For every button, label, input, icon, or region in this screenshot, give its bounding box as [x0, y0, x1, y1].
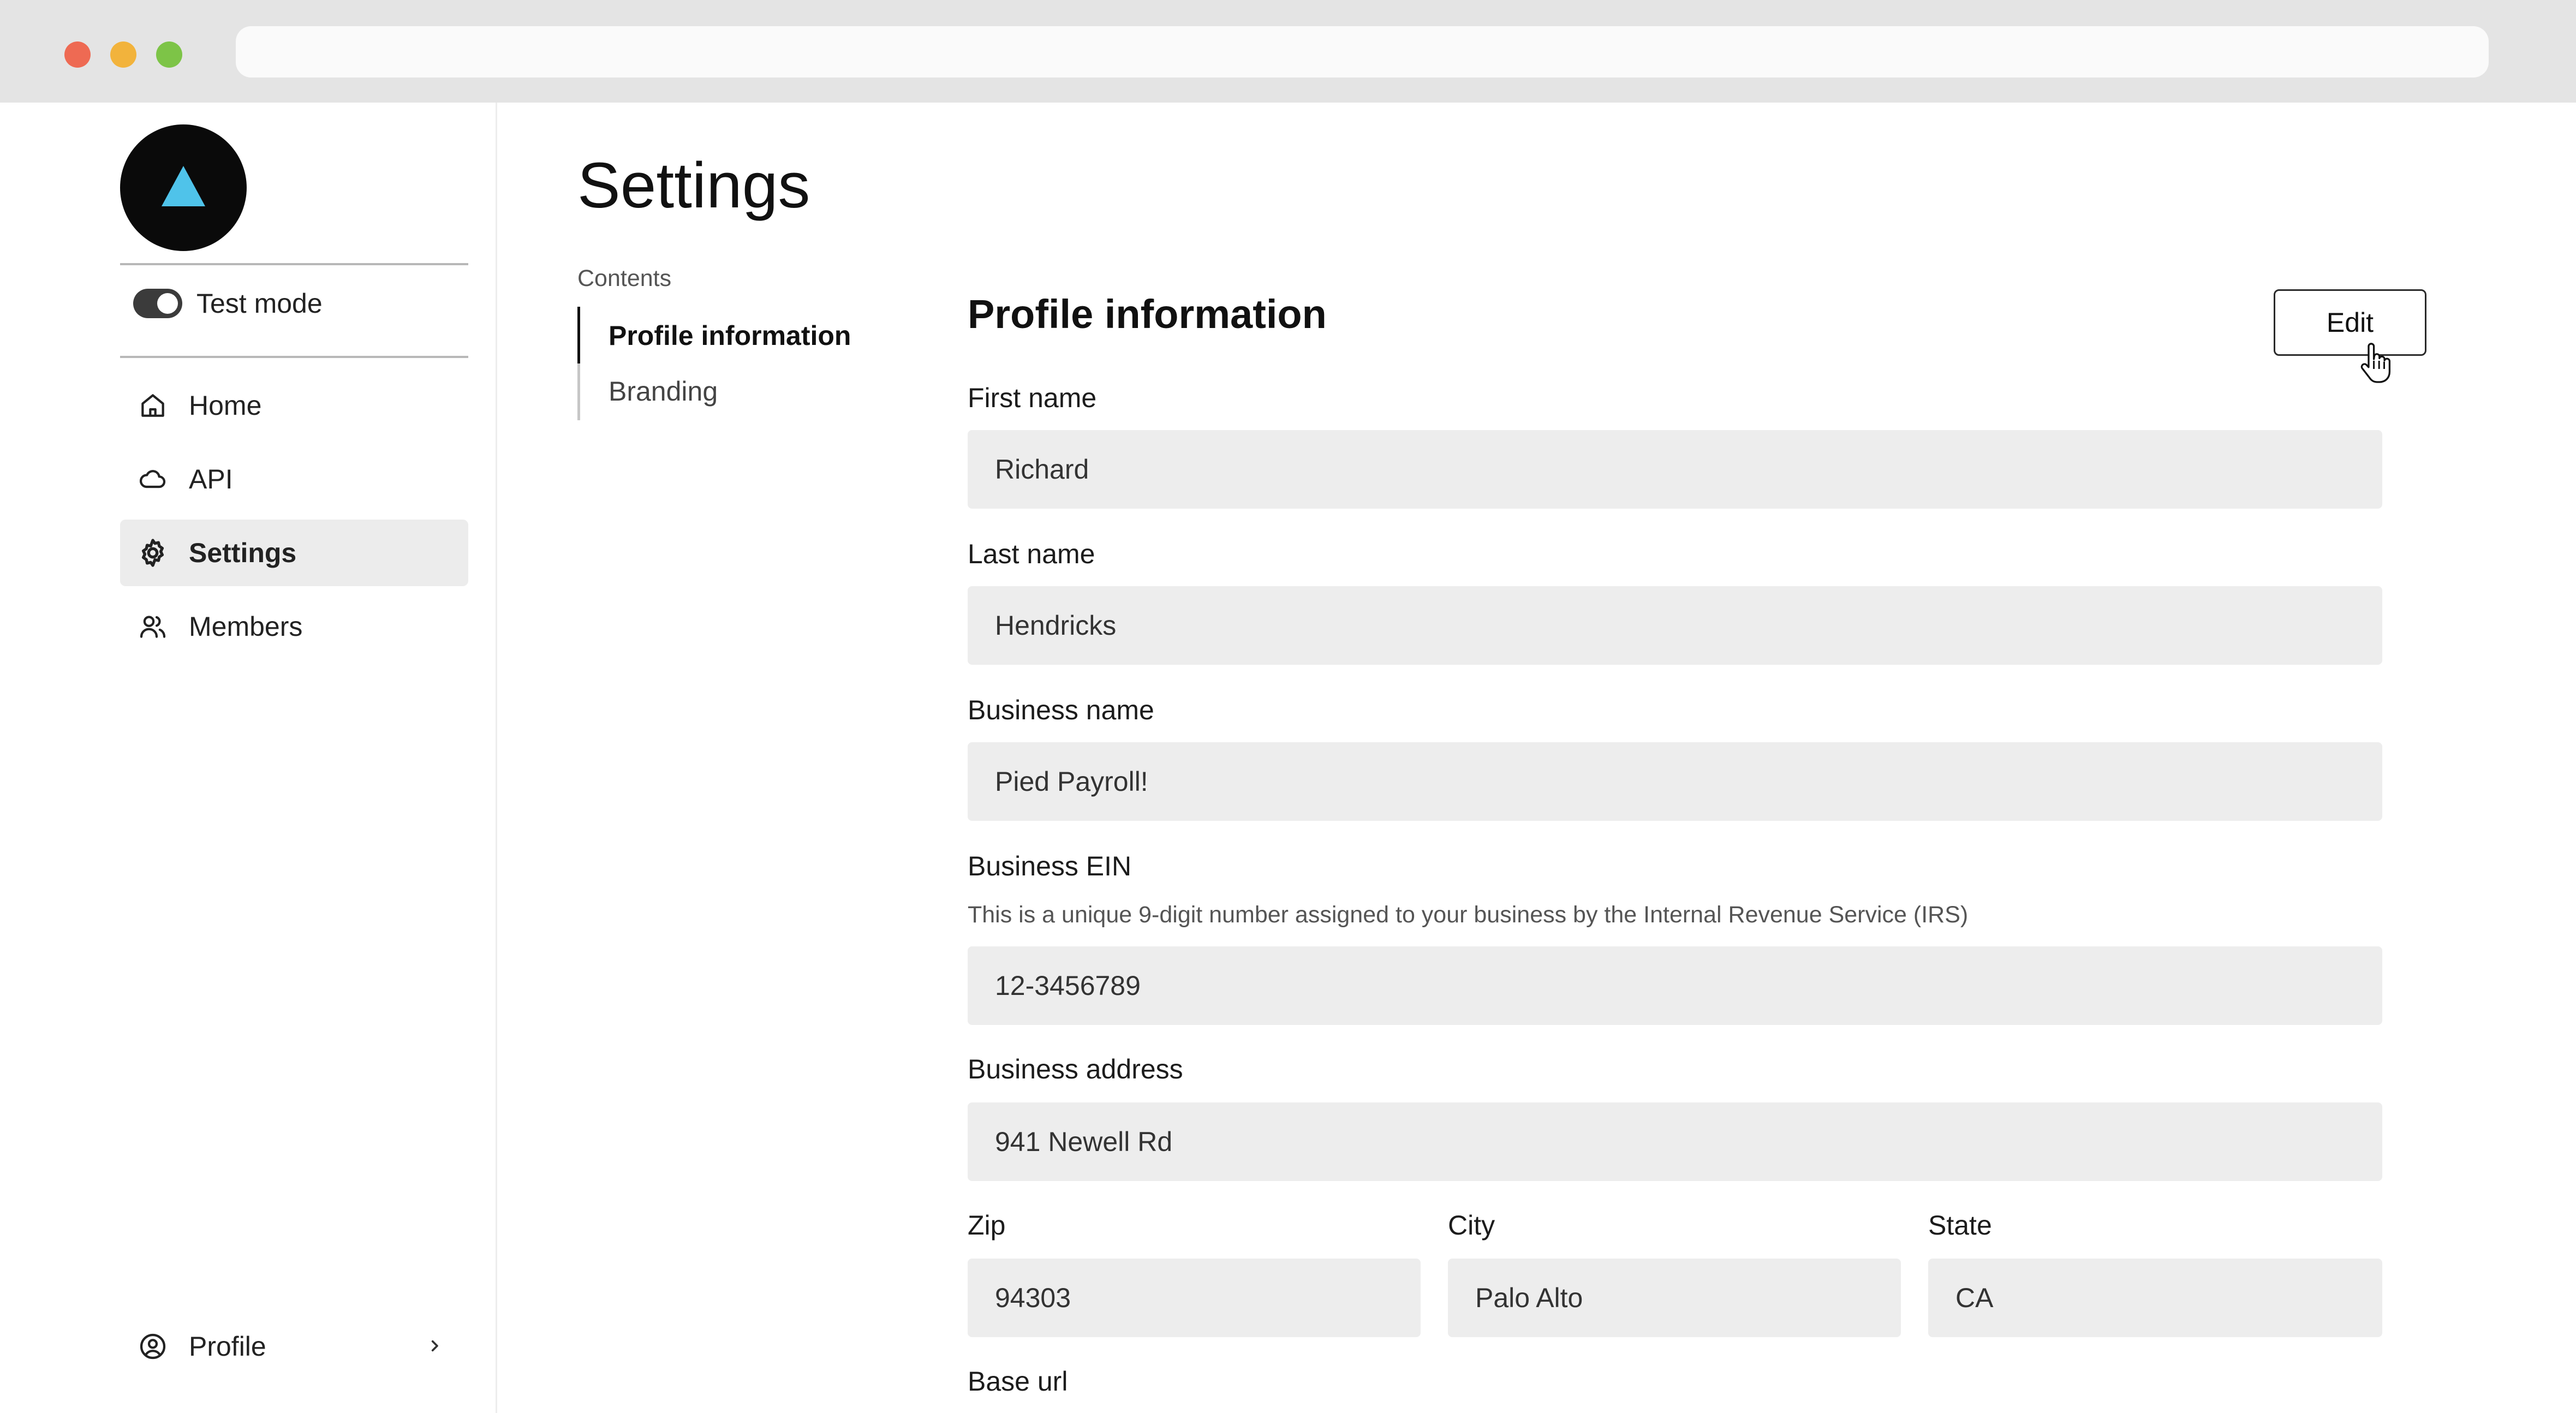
business-address-label: Business address: [968, 1054, 1183, 1084]
toc-title: Contents: [577, 265, 672, 291]
business-name-field[interactable]: Pied Payroll!: [968, 742, 2382, 821]
sidebar-item-members[interactable]: [120, 593, 468, 660]
test-mode-toggle[interactable]: [133, 289, 182, 318]
table-of-contents: [577, 307, 875, 420]
state-field[interactable]: CA: [1928, 1259, 2382, 1337]
business-ein-field[interactable]: 12-3456789: [968, 946, 2382, 1025]
cloud-icon: [136, 463, 169, 496]
business-address-field[interactable]: 941 Newell Rd: [968, 1102, 2382, 1181]
state-label: State: [1928, 1210, 1992, 1241]
zip-label: Zip: [968, 1210, 1006, 1241]
last-name-field[interactable]: Hendricks: [968, 586, 2382, 665]
sidebar-item-label: Profile: [189, 1331, 266, 1362]
toc-item-branding[interactable]: Branding: [609, 376, 718, 407]
triangle-logo-icon: [120, 124, 247, 251]
users-icon: [136, 610, 169, 643]
maximize-window-button[interactable]: [156, 41, 182, 68]
toggle-knob: [157, 293, 178, 314]
sidebar-divider: [120, 263, 468, 265]
sidebar-item-home[interactable]: [120, 372, 468, 439]
sidebar-item-profile[interactable]: [120, 1313, 468, 1380]
test-mode-label: Test mode: [196, 288, 323, 319]
first-name-label: First name: [968, 383, 1097, 413]
zip-field[interactable]: 94303: [968, 1259, 1421, 1337]
section-title: Profile information: [968, 291, 1327, 337]
chevron-right-icon: [424, 1335, 445, 1360]
sidebar-item-label: API: [189, 464, 233, 494]
browser-toolbar: [0, 0, 2576, 103]
user-circle-icon: [136, 1330, 169, 1363]
edit-button[interactable]: Edit: [2274, 289, 2426, 356]
business-name-label: Business name: [968, 695, 1154, 725]
base-url-label: Base url: [968, 1366, 1068, 1397]
home-icon: [136, 389, 169, 422]
sidebar-item-label: Settings: [189, 538, 297, 568]
hand-cursor-icon: [2359, 343, 2392, 388]
minimize-window-button[interactable]: [110, 41, 136, 68]
sidebar-item-api[interactable]: [120, 446, 468, 512]
sidebar-item-settings[interactable]: [120, 520, 468, 586]
business-ein-help-text: This is a unique 9-digit number assigned to your business by the Internal Revenue Service (IRS): [968, 902, 1969, 928]
address-bar[interactable]: [236, 26, 2489, 77]
toc-item-profile-information[interactable]: Profile information: [609, 320, 851, 351]
page-title: Settings: [577, 150, 810, 222]
sidebar-item-label: Members: [189, 611, 303, 642]
sidebar: [0, 103, 497, 1413]
city-label: City: [1448, 1210, 1495, 1241]
toc-active-indicator: [577, 307, 580, 363]
app-logo[interactable]: [120, 124, 247, 251]
last-name-label: Last name: [968, 539, 1095, 569]
first-name-field[interactable]: Richard: [968, 430, 2382, 509]
sidebar-item-label: Home: [189, 390, 262, 421]
city-field[interactable]: Palo Alto: [1448, 1259, 1901, 1337]
business-ein-label: Business EIN: [968, 851, 1132, 881]
test-mode-toggle-row[interactable]: [133, 284, 323, 323]
gear-icon: [136, 536, 169, 569]
close-window-button[interactable]: [64, 41, 91, 68]
sidebar-divider: [120, 356, 468, 358]
